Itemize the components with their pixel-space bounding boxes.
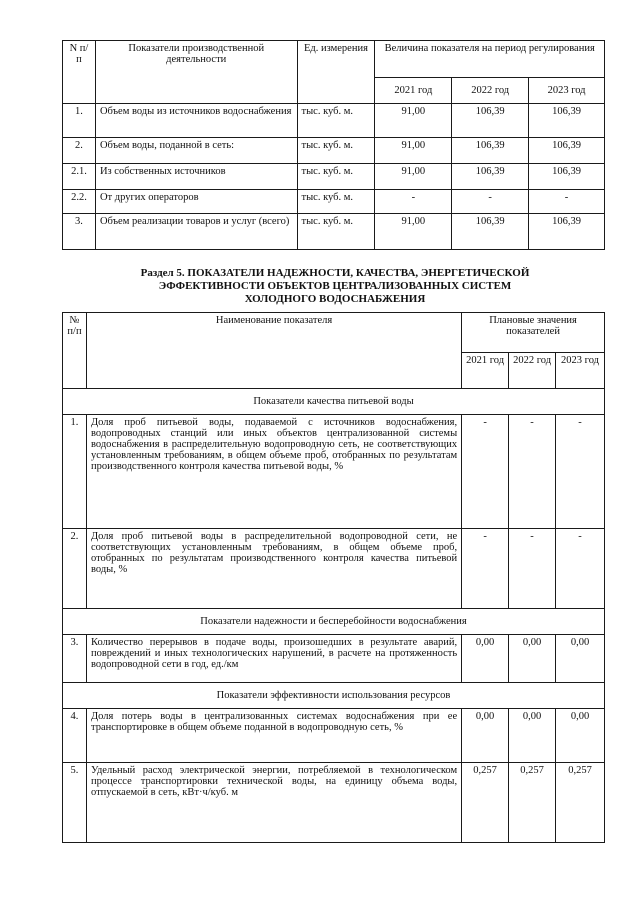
t2-row-value: 0,00: [556, 635, 605, 683]
t1-row-name: От других операторов: [95, 190, 297, 214]
t2-row-name: Доля потерь воды в централизованных системах водоснабжения при ее транспортировке в общем объеме поданной в водопроводную сеть, %: [86, 709, 461, 763]
section5-title-line: ЭФФЕКТИВНОСТИ ОБЪЕКТОВ ЦЕНТРАЛИЗОВАННЫХ СИСТЕМ: [158, 280, 512, 292]
t1-row-unit: тыс. куб. м.: [297, 214, 375, 250]
t1-year-2022: 2022 год: [452, 78, 529, 104]
t1-row-num: 3.: [63, 214, 96, 250]
t1-row-2-1: [63, 164, 605, 190]
t1-row-num: 2.2.: [63, 190, 96, 214]
section5-title-line: ХОЛОДНОГО ВОДОСНАБЖЕНИЯ: [244, 293, 426, 305]
t1-row-3: [63, 214, 605, 250]
t2-row-3: [63, 635, 605, 683]
t2-row-name: Доля проб питьевой воды в распределительной водопроводной сети, не соответствующих установленным требованиям, в общем объеме проб, отобранных по результатам производственного контроля качества питьевой воды, %: [86, 529, 461, 609]
t2-section-quality: Показатели качества питьевой воды: [63, 389, 605, 415]
t2-row-name: Удельный расход электрической энергии, потребляемой в технологическом процессе транспортировки технической воды, на единицу объема воды, отпускаемой в сеть, кВт·ч/куб. м: [86, 763, 461, 843]
t1-row-value: 106,39: [529, 164, 605, 190]
t1-row-value: 106,39: [452, 214, 529, 250]
reliability-indicators-table: [62, 312, 605, 843]
t1-row-value: 106,39: [529, 138, 605, 164]
t2-year-2021: 2021 год: [462, 353, 509, 389]
section5-title: [100, 267, 570, 306]
production-indicators-table: [62, 40, 605, 250]
t1-row-unit: тыс. куб. м.: [297, 138, 375, 164]
t2-row-value: 0,00: [509, 635, 556, 683]
t2-row-value: -: [462, 529, 509, 609]
t1-row-value: 106,39: [529, 104, 605, 138]
t1-row-2: [63, 138, 605, 164]
t1-row-unit: тыс. куб. м.: [297, 164, 375, 190]
t1-row-unit: тыс. куб. м.: [297, 190, 375, 214]
t2-row-num: 1.: [63, 415, 87, 529]
t2-row-num: 2.: [63, 529, 87, 609]
t2-row-value: -: [509, 415, 556, 529]
t1-row-value: 106,39: [529, 214, 605, 250]
t2-row-value: 0,257: [462, 763, 509, 843]
t2-year-2022: 2022 год: [509, 353, 556, 389]
t2-row-value: 0,00: [462, 709, 509, 763]
t2-row-1: [63, 415, 605, 529]
t2-row-value: -: [556, 415, 605, 529]
t2-row-value: 0,257: [556, 763, 605, 843]
t1-row-name: Объем реализации товаров и услуг (всего): [95, 214, 297, 250]
t2-year-2023: 2023 год: [556, 353, 605, 389]
t1-row-value: 91,00: [375, 138, 452, 164]
t1-row-value: -: [529, 190, 605, 214]
t1-header-unit: Ед. измерения: [297, 41, 375, 104]
t1-header-indicator: Показатели производственной деятельности: [95, 41, 297, 104]
t2-row-value: 0,00: [509, 709, 556, 763]
t1-row-value: -: [375, 190, 452, 214]
t2-section-reliability: Показатели надежности и бесперебойности водоснабжения: [63, 609, 605, 635]
t2-row-value: -: [509, 529, 556, 609]
t1-row-num: 1.: [63, 104, 96, 138]
t1-row-value: 91,00: [375, 164, 452, 190]
t1-header-period: Величина показателя на период регулирования: [375, 41, 605, 78]
t1-row-name: Объем воды из источников водоснабжения: [95, 104, 297, 138]
t1-row-2-2: [63, 190, 605, 214]
t1-row-value: 106,39: [452, 104, 529, 138]
t2-header-name: Наименование показателя: [86, 313, 461, 389]
t1-row-value: 106,39: [452, 164, 529, 190]
t1-row-num: 2.: [63, 138, 96, 164]
t2-row-value: 0,257: [509, 763, 556, 843]
t2-row-5: [63, 763, 605, 843]
t2-row-num: 3.: [63, 635, 87, 683]
t1-year-2023: 2023 год: [529, 78, 605, 104]
t1-row-value: -: [452, 190, 529, 214]
t1-row-value: 91,00: [375, 104, 452, 138]
t1-year-2021: 2021 год: [375, 78, 452, 104]
t2-row-value: -: [556, 529, 605, 609]
t2-header-num: № п/п: [63, 313, 87, 389]
section5-title-line: Раздел 5. ПОКАЗАТЕЛИ НАДЕЖНОСТИ, КАЧЕСТВА, ЭНЕРГЕТИЧЕСКОЙ: [140, 267, 530, 279]
t2-row-value: 0,00: [556, 709, 605, 763]
t1-row-value: 106,39: [452, 138, 529, 164]
t2-row-name: Доля проб питьевой воды, подаваемой с источников водоснабжения, водопроводных станций или иных объектов централизованной системы водоснабжения в распределительную водопроводную сеть, не соответствующих установленным требованиям, в общем объеме проб, отобранных по результатам производственного контроля качества питьевой воды, %: [86, 415, 461, 529]
t2-row-num: 5.: [63, 763, 87, 843]
t1-row-name: Объем воды, поданной в сеть:: [95, 138, 297, 164]
t2-row-value: -: [462, 415, 509, 529]
t1-header-num: N п/п: [63, 41, 96, 104]
t1-row-num: 2.1.: [63, 164, 96, 190]
t2-row-name: Количество перерывов в подаче воды, произошедших в результате аварий, повреждений и иных технологических нарушений, в расчете на протяженность водопроводной сети в год, ед./км: [86, 635, 461, 683]
t2-row-4: [63, 709, 605, 763]
t2-row-num: 4.: [63, 709, 87, 763]
t2-row-value: 0,00: [462, 635, 509, 683]
t2-section-efficiency: Показатели эффективности использования ресурсов: [63, 683, 605, 709]
t1-row-value: 91,00: [375, 214, 452, 250]
t2-row-2: [63, 529, 605, 609]
t1-row-name: Из собственных источников: [95, 164, 297, 190]
t2-header-planned: Плановые значения показателей: [462, 313, 605, 353]
t1-row-1: [63, 104, 605, 138]
t1-row-unit: тыс. куб. м.: [297, 104, 375, 138]
